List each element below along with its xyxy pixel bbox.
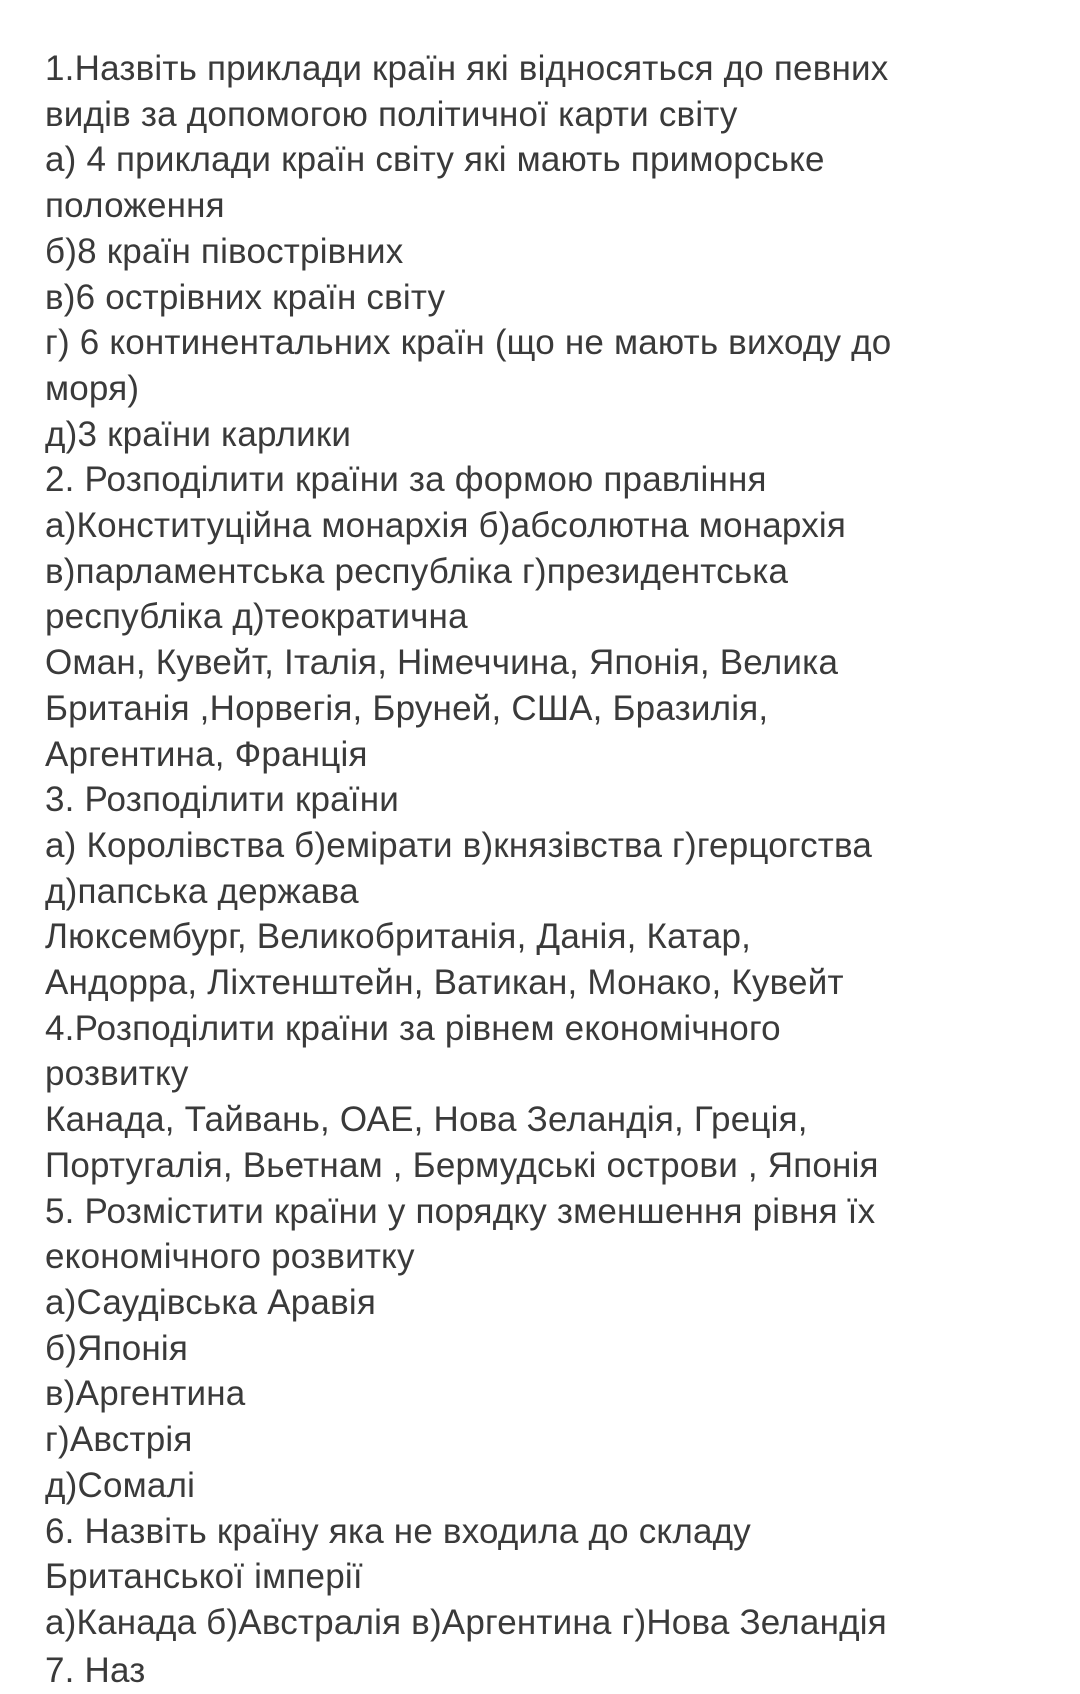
text-line: а)Конституційна монархія б)абсолютна монархія xyxy=(45,506,847,546)
text-line: республіка д)теократична xyxy=(45,597,468,637)
text-line: а)Саудівська Аравія xyxy=(45,1282,377,1322)
text-line: в)парламентська республіка г)президентська xyxy=(45,551,789,591)
text-line: Канада, Тайвань, ОАЕ, Нова Зеландія, Греція, xyxy=(45,1100,808,1140)
cut-off-text-line: 7. Наз xyxy=(45,1651,146,1690)
text-line: видів за допомогою політичної карти світу xyxy=(45,94,738,134)
text-line: б)Японія xyxy=(45,1328,189,1368)
text-line: в)Аргентина xyxy=(45,1374,246,1414)
text-line: 3. Розподілити країни xyxy=(45,780,400,820)
text-line: моря) xyxy=(45,368,140,408)
text-line: 2. Розподілити країни за формою правління xyxy=(45,460,767,500)
text-line: економічного розвитку xyxy=(45,1237,415,1277)
text-line: 1.Назвіть приклади країн які відносяться до певних xyxy=(45,49,889,88)
text-line: Люксембург, Великобританія, Данія, Катар, xyxy=(45,917,752,957)
text-line: в)6 острівних країн світу xyxy=(45,277,446,317)
text-line: Британської імперії xyxy=(45,1557,363,1597)
text-line: а)Канада б)Австралія в)Аргентина г)Нова Зеландія xyxy=(45,1602,887,1642)
text-line: Британія ,Норвегія, Бруней, США, Бразилія, xyxy=(45,688,769,728)
text-line: а) 4 приклади країн світу які мають приморське xyxy=(45,140,825,180)
text-line: 6. Назвіть країну яка не входила до складу xyxy=(45,1511,751,1551)
text-line: д)папська держава xyxy=(45,871,359,911)
text-line: розвитку xyxy=(45,1054,189,1094)
text-line: а) Королівства б)емірати в)князівства г)герцогства xyxy=(45,825,873,865)
text-line: д)3 країни карлики xyxy=(45,414,352,454)
text-line: Андорра, Ліхтенштейн, Ватикан, Монако, Кувейт xyxy=(45,963,844,1003)
text-line: 4.Розподілити країни за рівнем економічного xyxy=(45,1008,781,1048)
text-line: г)Австрія xyxy=(45,1420,193,1460)
text-line: Португалія, Вьетнам , Бермудські острови , Японія xyxy=(45,1145,879,1185)
text-line: положення xyxy=(45,186,225,226)
text-line: г) 6 континентальних країн (що не мають виходу до xyxy=(45,323,892,363)
text-line: Оман, Кувейт, Італія, Німеччина, Японія, Велика xyxy=(45,643,839,683)
text-line: Аргентина, Франція xyxy=(45,734,368,774)
document-text xyxy=(45,46,1065,1646)
text-line: б)8 країн півострівних xyxy=(45,231,404,271)
text-line: д)Сомалі xyxy=(45,1465,196,1505)
text-line: 5. Розмістити країни у порядку зменшення рівня їх xyxy=(45,1191,876,1231)
